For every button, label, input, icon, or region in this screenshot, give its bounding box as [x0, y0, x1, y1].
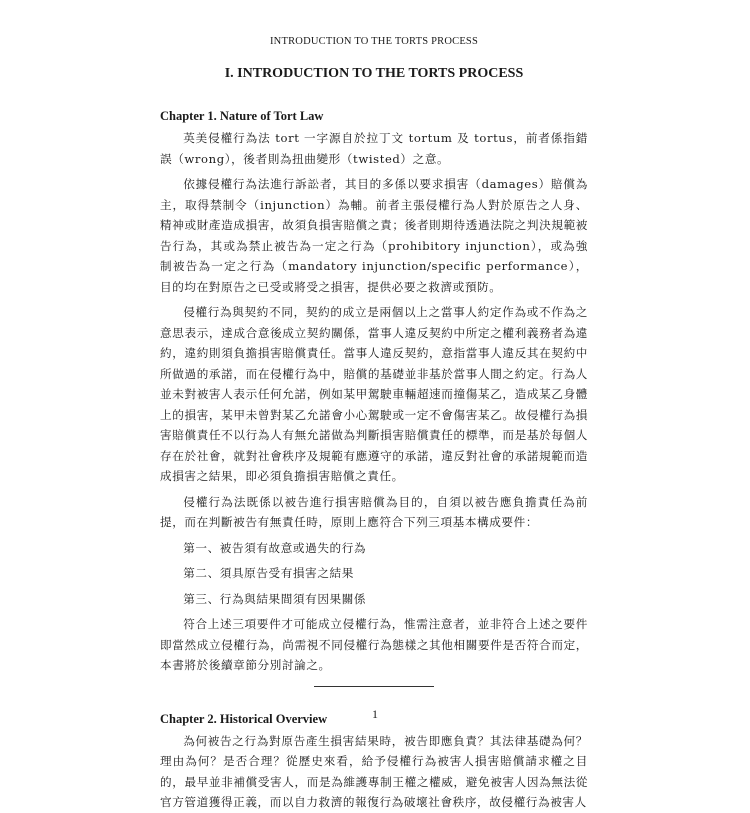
chapter-1-paragraph: 英美侵權行為法 tort 一字源自於拉丁文 tortum 及 tortus，前者係指錯誤（wrong），後者則為扭曲變形（twisted）之意。	[160, 131, 588, 166]
running-head: INTRODUCTION TO THE TORTS PROCESS	[269, 36, 479, 47]
chapter-1-paragraph: 依據侵權行為法進行訴訟者，其目的多係以要求損害（damages）賠償為主，取得禁制令（injunction）為輔。前者主張侵權行為人對於原告之人身、精神或財產造成損害，故須負損害賠償之責；後者則期待透過法院之判決規範被告行為，其或為禁止被告為一定之行為（prohibitory injunction），或為強制被告為一定之行為（mandatory injunction/specific performance），目的均在對原告之已受或將受之損害，提供必要之救濟或預防。	[160, 177, 588, 294]
part-title: I. INTRODUCTION TO THE TORTS PROCESS	[224, 66, 524, 81]
requirement-item: 第一、被告須有故意或過失的行為	[183, 540, 367, 555]
chapter-2-paragraph: 為何被告之行為對原告產生損害結果時，被告即應負責？其法律基礎為何？理由為何？是否合理？從歷史來看，給予侵權行為被害人損害賠償請求權之目的，最早並非補償受害人，而是為維護專制王權之權威，避免被害人因為無法從官方管道獲得正義，而以自力救濟的報復行為破壞社會秩序，故侵權行為被害人	[160, 733, 588, 809]
page-number: 1	[372, 707, 378, 721]
chapter-1-paragraph: 符合上述三項要件才可能成立侵權行為，惟需注意者，並非符合上述之要件即當然成立侵權行為，尚需視不同侵權行為態樣之其他相關要件是否符合而定，本書將於後續章節分別討論之。	[160, 617, 588, 672]
chapter-1-paragraph: 侵權行為與契約不同，契約的成立是兩個以上之當事人約定作為或不作為之意思表示，達成合意後成立契約關係，當事人違反契約中所定之權利義務者為違約，違約則須負擔損害賠償責任。當事人違反契約，意指當事人違反其在契約中所做過的承諾，而在侵權行為中，賠償的基礎並非基於當事人間之約定。行為人並未對被害人表示任何允諾，例如某甲駕駛車輛超速而撞傷某乙，造成某乙身體上的損害，某甲未曾對某乙允諾會小心駕駛或一定不會傷害某乙。故侵權行為損害賠償責任不以行為人有無允諾做為判斷損害賠償責任的標準，而是基於每個人存在於社會，就對社會秩序及規範有應遵守的承諾，違反對社會的承諾規範而造成損害之結果，即必須負擔損害賠償之責任。	[160, 305, 588, 483]
requirement-item: 第三、行為與結果間須有因果關係	[183, 591, 367, 606]
chapter-1-title: Chapter 1. Nature of Tort Law	[160, 109, 324, 123]
requirement-item: 第二、須具原告受有損害之結果	[183, 566, 354, 580]
section-divider	[314, 686, 434, 687]
chapter-1-paragraph: 侵權行為法既係以被告進行損害賠償為目的，自須以被告應負擔責任為前提，而在判斷被告有無責任時，原則上應符合下列三項基本構成要件：	[160, 494, 588, 529]
chapter-2-title: Chapter 2. Historical Overview	[160, 711, 328, 726]
